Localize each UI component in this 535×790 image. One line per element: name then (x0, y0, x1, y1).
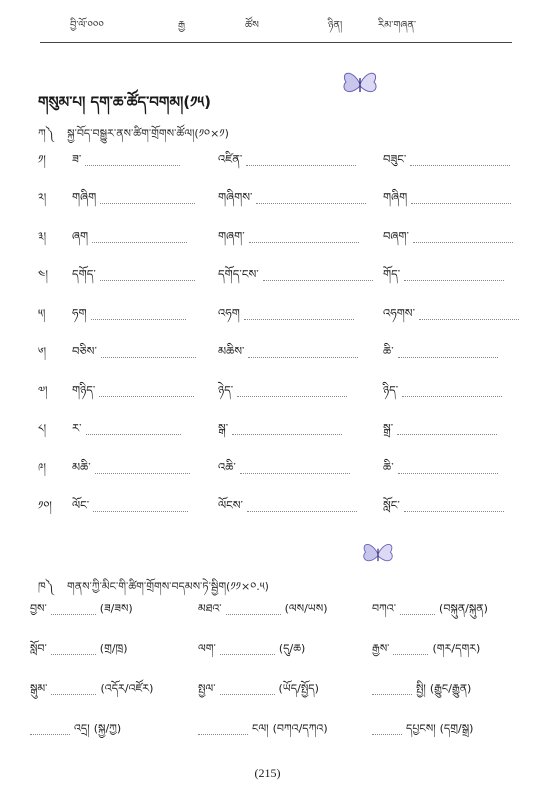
form-c: སློང་ (383, 497, 504, 521)
row-number: ༡། (38, 152, 46, 166)
form-a: ཞག (72, 227, 187, 251)
fill-item: མཐའ་ (ལས/ཡས) (198, 601, 328, 615)
form-a: ཟ་ (72, 150, 180, 174)
form-c: ཉིད་ (383, 381, 502, 405)
fill-item: ལག་ (དུ/ཆ) (198, 641, 306, 655)
table-row (38, 304, 518, 343)
form-c: གོད་ (383, 266, 504, 290)
form-b: ལོངས་ (218, 497, 357, 521)
row-number: ༩། (38, 460, 46, 474)
form-c: འཧགས་ (383, 304, 519, 328)
form-c: གཞིག (383, 189, 511, 213)
row-number: ༡༠། (38, 499, 52, 512)
form-b: གཞག་ (218, 227, 359, 251)
fill-in-section (30, 600, 520, 760)
form-c: བཞག་ (383, 227, 513, 251)
header-rule (40, 42, 512, 43)
row-number: ༥། (38, 306, 46, 320)
form-b: འཧག (218, 304, 354, 328)
form-a: ར་ (72, 420, 181, 444)
form-a: གཞིག (72, 189, 195, 213)
form-b: འཆི་ (218, 458, 350, 482)
header-item: ཚོས (245, 20, 259, 31)
row-number: ༣། (38, 229, 47, 243)
section-title: གསུམ་པ། དག་ཆ་ཚོད་བགམ།(༡༥) (38, 93, 211, 111)
section2-marker: ཁ༽ (38, 580, 54, 593)
fill-item: རྒྱས་ (གར/དགར) (372, 641, 481, 655)
header-item: རིམ་གཞན་ (378, 20, 417, 31)
row-number: ༦། (38, 345, 47, 358)
header-item: རྒྱ (178, 20, 186, 31)
section2-instruction: གནས་ཀྱི་མིང་གི་ཚིག་གྲོགས་བདམས་ཏེ་སྦྱིག(༡༡×༠.༥) (67, 580, 269, 593)
header-item: བྱི་ལོ་༠༠༠ (70, 20, 104, 31)
form-b: དགོད་ངས་ (218, 266, 373, 290)
butterfly-icon (360, 538, 396, 570)
row-number: ༨། (38, 422, 47, 435)
fill-item: སྒུམ་ (འདོར/འཛོར) (30, 681, 154, 695)
butterfly-icon (340, 66, 380, 102)
form-b: སྒ་ (218, 420, 342, 444)
fill-row (30, 640, 520, 680)
form-b: མཆིས་ (218, 343, 358, 367)
fill-item: སྤྱལ་ (ཡོད/སྤྱོད) (198, 681, 319, 695)
table-row (38, 497, 518, 536)
form-a: དགོད་ (72, 266, 195, 290)
table-row (38, 227, 518, 266)
fill-item: སློབ་ (གྲ/ཁྲ) (30, 641, 128, 655)
form-a: ལོང་ (72, 497, 188, 521)
form-a: ཧག (72, 304, 186, 328)
table-row (38, 150, 518, 189)
row-number: ༢། (38, 191, 47, 204)
running-header (70, 14, 510, 36)
exercise-table (38, 150, 518, 535)
section1-marker: ཀ༽ (38, 127, 54, 140)
fill-item: དཔྱངས། (དགྲ/སྒྲ) (372, 720, 473, 742)
form-c: བཟུང་ (383, 150, 510, 174)
fill-item: སྤྱི། (རྒྱུང/རྒྱུན) (372, 680, 471, 702)
table-row (38, 381, 518, 420)
page-number: (215) (254, 766, 281, 780)
form-a: བཅིས་ (72, 343, 196, 367)
form-b: གཞིགས་ (218, 189, 366, 213)
fill-item: འདྲ། (སྐྱ/ཀྱ) (30, 720, 121, 742)
fill-item: ངལ། (བཀའ/དཀའ) (198, 720, 328, 742)
fill-row (30, 600, 520, 640)
table-row (38, 458, 518, 497)
table-row (38, 420, 518, 459)
table-row (38, 189, 518, 228)
table-row (38, 343, 518, 382)
form-b: འཛིན་ (218, 150, 356, 174)
row-number: ༤། (38, 268, 48, 281)
fill-item: བྱས་ (ཟ/ཟས) (30, 601, 133, 615)
form-a: གཉིད་ (72, 381, 194, 405)
header-item: ཉིན། (328, 20, 343, 31)
section1-instruction: སྐྱ་བོད་བསྒྱུར་ནས་ཚིག་གྲོགས་ཚོལ།(༡༠×༡) (67, 127, 229, 140)
section1-heading (38, 121, 229, 152)
form-c: ཆི་ (383, 343, 498, 367)
fill-item: བཀའ་ (བསྐུན/སྐུན) (372, 601, 488, 615)
row-number: ༧། (38, 383, 48, 397)
form-c: ཆི་ (383, 458, 498, 482)
fill-row (30, 720, 520, 760)
table-row (38, 266, 518, 305)
form-c: སྒྲ་ (383, 420, 497, 444)
form-a: མཆི་ (72, 458, 190, 482)
form-b: ཉེད་ (218, 381, 347, 405)
fill-row (30, 680, 520, 720)
